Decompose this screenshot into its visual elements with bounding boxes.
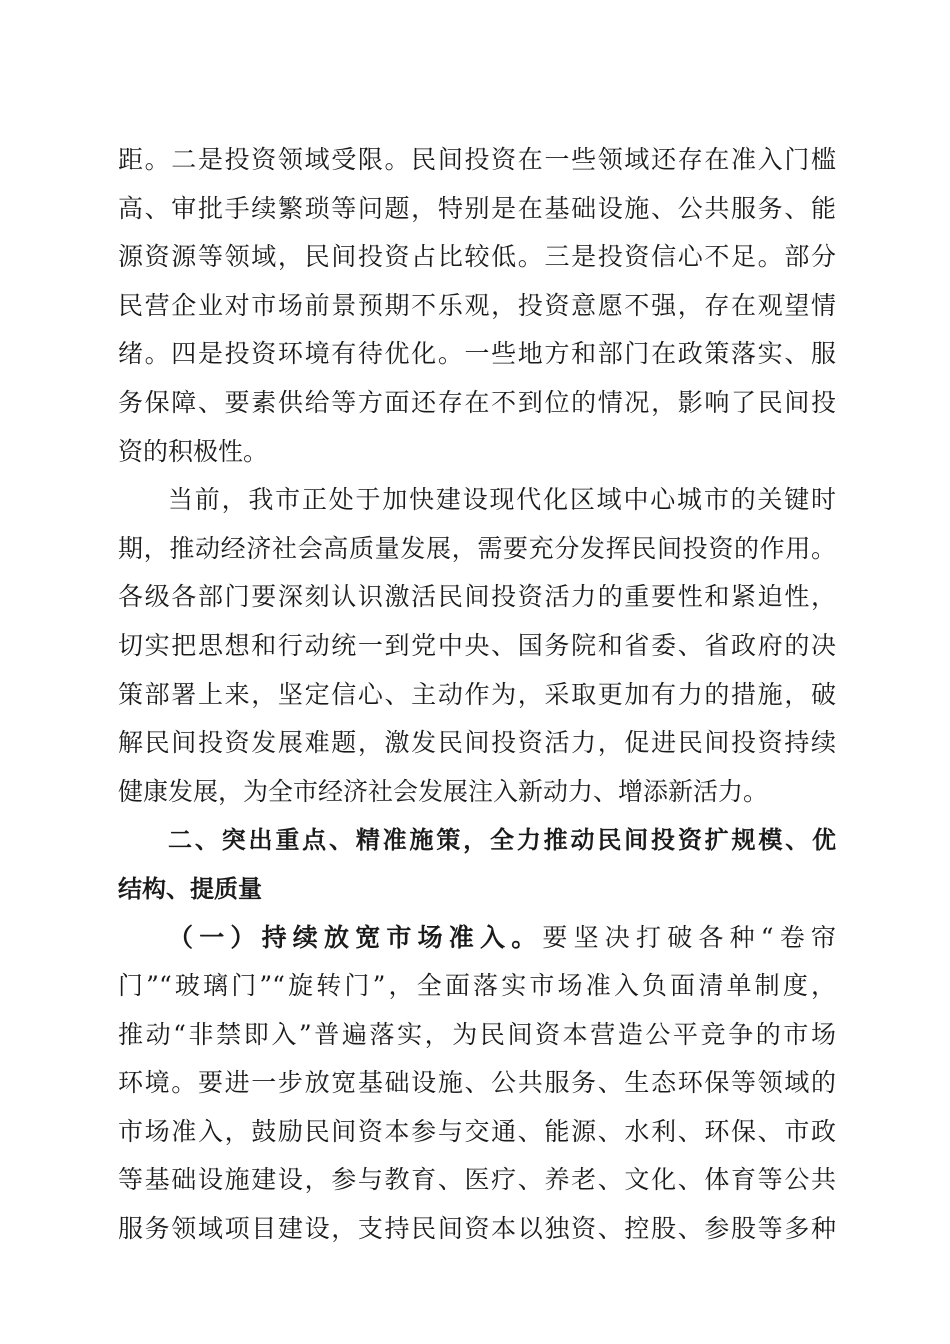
paragraph-line: 健康发展，为全市经济社会发展注入新动力、增添新活力。: [118, 776, 769, 806]
paragraph-line: 当前，我市正处于加快建设现代化区域中心城市的关键时: [168, 485, 836, 515]
paragraph-line: 各级各部门要深刻认识激活民间投资活力的重要性和紧迫性，: [118, 582, 836, 612]
paragraph-line: 服务领域项目建设，支持民间资本以独资、控股、参股等多种: [118, 1214, 836, 1244]
paragraph-line: 切实把思想和行动统一到党中央、国务院和省委、省政府的决: [118, 630, 836, 660]
paragraph-line: 等基础设施建设，参与教育、医疗、养老、文化、体育等公共: [118, 1165, 836, 1195]
paragraph-line: 解民间投资发展难题，激发民间投资活力，促进民间投资持续: [118, 728, 836, 758]
paragraph-line: 推动“非禁即入”普遍落实，为民间资本营造公平竞争的市场: [118, 1019, 836, 1049]
subsection-text: 要坚决打破各种“卷帘: [542, 922, 836, 952]
paragraph-line: 距。二是投资领域受限。民间投资在一些领域还存在准入门槛: [118, 145, 836, 174]
paragraph-line: 绪。四是投资环境有待优化。一些地方和部门在政策落实、服: [118, 339, 836, 369]
paragraph-line: 源资源等领域，民间投资占比较低。三是投资信心不足。部分: [118, 242, 836, 272]
paragraph-line: 策部署上来，坚定信心、主动作为，采取更加有力的措施，破: [118, 679, 836, 709]
subsection-first-line: [118, 914, 836, 963]
paragraph-line: 资的积极性。: [118, 436, 269, 466]
section-heading: 二、突出重点、精准施策，全力推动民间投资扩规模、优: [168, 826, 836, 855]
paragraph-line: 务保障、要素供给等方面还存在不到位的情况，影响了民间投: [118, 387, 836, 417]
section-heading: 结构、提质量: [118, 874, 262, 903]
subsection-heading: （一）持续放宽市场准入。: [168, 922, 543, 952]
document-page: [118, 136, 836, 1254]
paragraph-line: 高、审批手续繁琐等问题，特别是在基础设施、公共服务、能: [118, 193, 836, 223]
paragraph-line: 市场准入，鼓励民间资本参与交通、能源、水利、环保、市政: [118, 1116, 836, 1146]
paragraph-line: 门”“玻璃门”“旋转门”，全面落实市场准入负面清单制度，: [118, 971, 836, 1001]
paragraph-line: 环境。要进一步放宽基础设施、公共服务、生态环保等领域的: [118, 1068, 836, 1098]
paragraph-line: 期，推动经济社会高质量发展，需要充分发挥民间投资的作用。: [118, 533, 836, 563]
paragraph-line: 民营企业对市场前景预期不乐观，投资意愿不强，存在观望情: [118, 290, 836, 320]
